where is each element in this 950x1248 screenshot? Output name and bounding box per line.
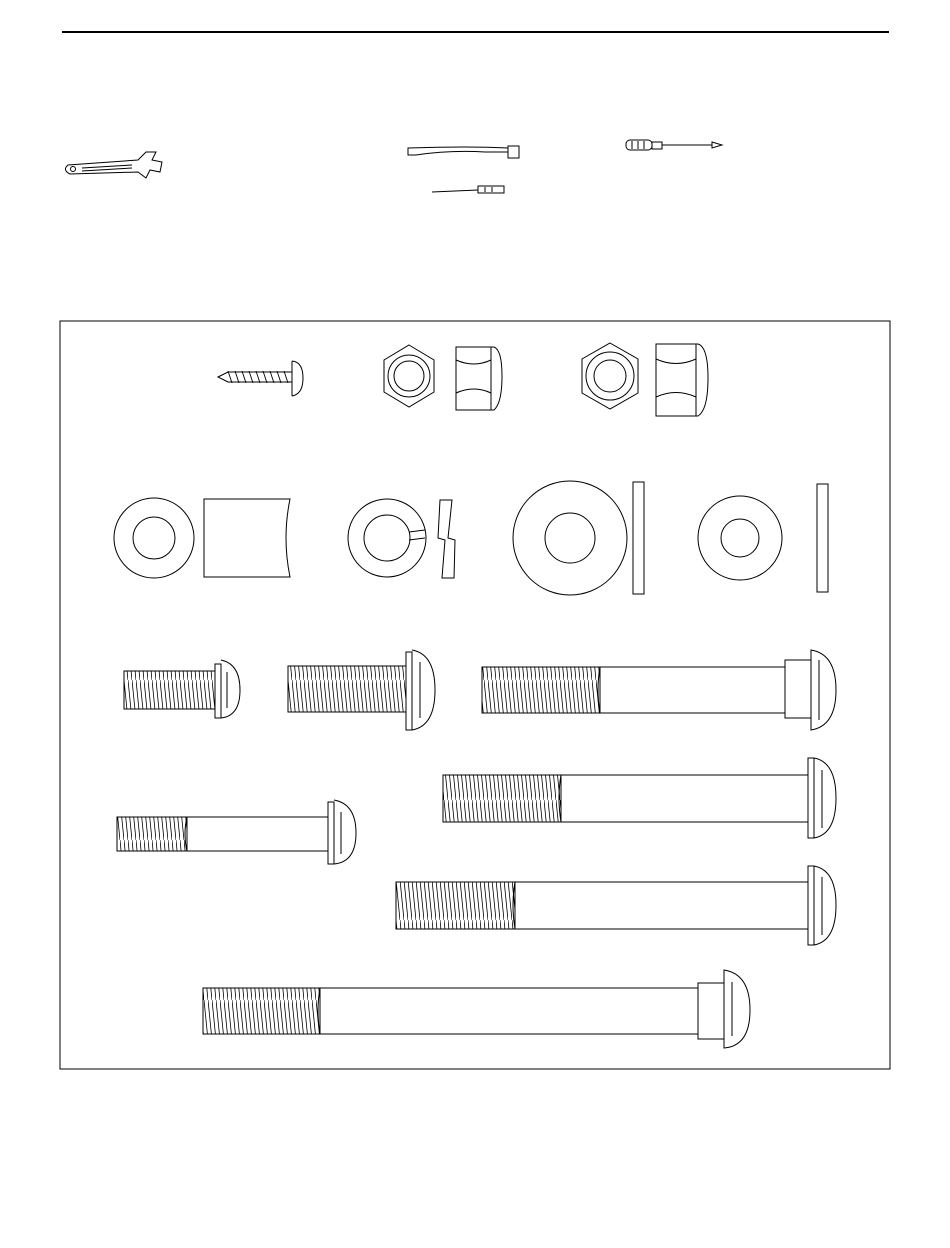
screw-icon: [218, 361, 303, 396]
bolt-icon: [117, 800, 356, 864]
locknut-icon: [582, 343, 708, 416]
split-washer-icon: [348, 499, 455, 578]
mallet-icon: [408, 146, 519, 158]
flat-screwdriver-icon: [432, 186, 504, 193]
bolt-icon: [443, 758, 836, 838]
bolt-icon: [482, 650, 836, 730]
locknut-icon: [384, 345, 502, 410]
bolt-icon: [203, 970, 750, 1048]
phillips-screwdriver-icon: [626, 140, 722, 150]
adjustable-wrench-icon: [65, 152, 162, 178]
washer-icon: [513, 481, 644, 595]
bolt-icon: [124, 660, 240, 718]
bolt-icon: [396, 866, 836, 945]
spacer-icon: [114, 498, 290, 578]
washer-icon: [698, 484, 828, 592]
bolt-icon: [288, 650, 435, 730]
